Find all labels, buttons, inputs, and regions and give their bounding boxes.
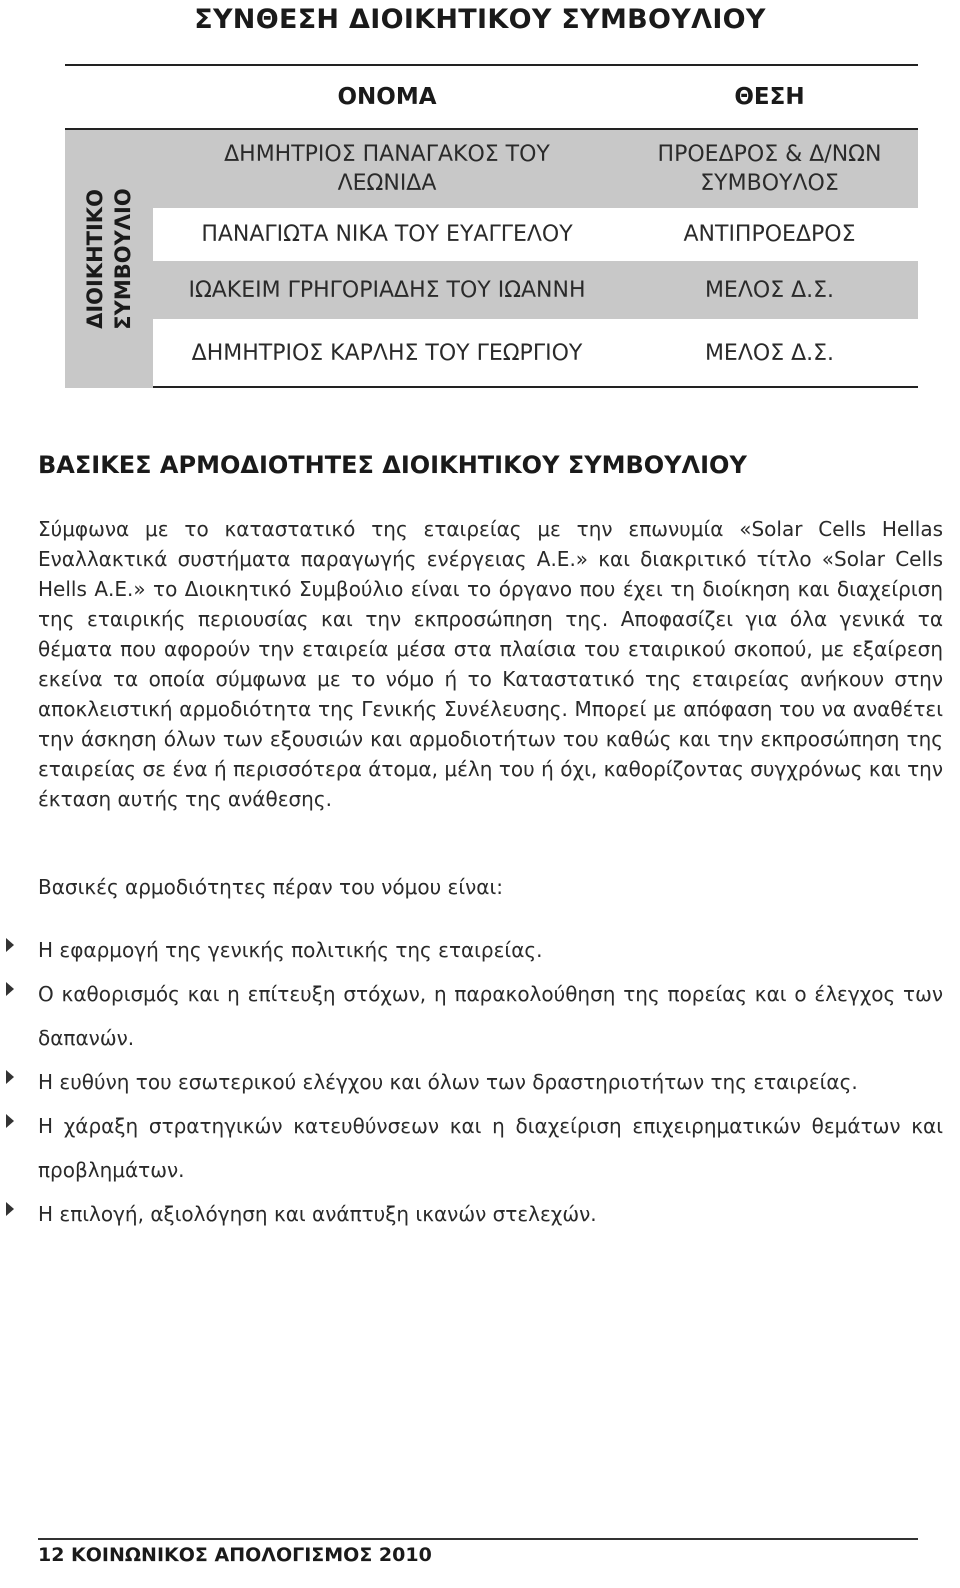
table-row	[153, 319, 918, 388]
triangle-bullet-icon	[6, 938, 14, 952]
list-item-text: Η χάραξη στρατηγικών κατευθύνσεων και η διαχείριση επιχειρηματικών θεμάτων και προβλημάτων.	[38, 1114, 943, 1182]
responsibilities-list	[0, 928, 960, 1236]
side-label	[81, 188, 137, 329]
member-position: ΠΡΟΕΔΡΟΣ & Δ/ΝΩΝ ΣΥΜΒΟΥΛΟΣ	[657, 142, 882, 196]
triangle-bullet-icon	[6, 982, 14, 996]
list-item-text: Ο καθορισμός και η επίτευξη στόχων, η παρακολούθηση της πορείας και ο έλεγχος των δαπανών.	[38, 982, 943, 1050]
member-position: ΑΝΤΙΠΡΟΕΔΡΟΣ	[683, 222, 856, 247]
member-name: ΙΩΑΚΕΙΜ ΓΡΗΓΟΡΙΑΔΗΣ ΤΟΥ ΙΩΑΝΝΗ	[188, 277, 586, 303]
table-row	[153, 130, 918, 208]
table-header	[65, 66, 918, 130]
intro-text: Βασικές αρμοδιότητες πέραν του νόμου είναι:	[38, 875, 503, 899]
triangle-bullet-icon	[6, 1070, 14, 1084]
triangle-bullet-icon	[6, 1114, 14, 1128]
column-header-position: ΘΕΣΗ	[734, 84, 805, 110]
column-header-name: ΟΝΟΜΑ	[337, 84, 437, 110]
list-item	[0, 972, 960, 1060]
table-row	[153, 261, 918, 319]
list-item	[0, 928, 960, 972]
section-heading: ΒΑΣΙΚΕΣ ΑΡΜΟΔΙΟΤΗΤΕΣ ΔΙΟΙΚΗΤΙΚΟΥ ΣΥΜΒΟΥΛΙΟΥ	[38, 451, 747, 479]
member-name: ΔΗΜΗΤΡΙΟΣ ΠΑΝΑΓΑΚΟΣ ΤΟΥ ΛΕΩΝΙΔΑ	[224, 142, 550, 196]
member-name: ΠΑΝΑΓΙΩΤΑ ΝΙΚΑ ΤΟΥ ΕΥΑΓΓΕΛΟΥ	[201, 222, 573, 247]
list-item-text: Η επιλογή, αξιολόγηση και ανάπτυξη ικανών στελεχών.	[38, 1202, 597, 1226]
body-paragraph: Σύμφωνα με το καταστατικό της εταιρείας με την επωνυμία «Solar Cells Hellas Εναλλακτικά συστήματα παραγωγής ενέργειας Α.Ε.» και διακριτικό τίτλο «Solar Cells Hells Α.Ε.» το Διοικητικό Συμβούλιο είναι το όργανο που έχει τη διοίκηση και διαχείριση της εταιρικής περιουσίας και την εκπροσώπηση της. Αποφασίζει για όλα γενικά τα θέματα που αφορούν την εταιρεία μέσα στα πλαίσια του εταιρικού σκοπού, με εξαίρεση εκείνα τα οποία σύμφωνα με το νόμο ή το Καταστατικό της εταιρείας ανήκουν στην αποκλειστική αρμοδιότητα της Γενικής Συνέλευσης. Μπορεί με απόφαση του να αναθέτει την άσκηση όλων των εξουσιών και αρμοδιοτήτων του καθώς και την εκπροσώπηση της εταιρείας σε ένα ή περισσότερα άτομα, μέλη του ή όχι, καθορίζοντας συγχρόνως και την έκταση αυτής της ανάθεσης.	[38, 517, 943, 811]
page-title: ΣΥΝΘΕΣΗ ΔΙΟΙΚΗΤΙΚΟΥ ΣΥΜΒΟΥΛΙΟΥ	[194, 4, 766, 35]
board-composition-table	[65, 64, 918, 388]
side-label-line-1: ΔΙΟΙΚΗΤΙΚΟ	[83, 189, 107, 329]
list-item-text: Η ευθύνη του εσωτερικού ελέγχου και όλων των δραστηριοτήτων της εταιρείας.	[38, 1070, 858, 1094]
side-label-line-2: ΣΥΜΒΟΥΛΙΟ	[111, 188, 135, 330]
list-item	[0, 1060, 960, 1104]
footer-divider	[38, 1538, 918, 1540]
member-name: ΔΗΜΗΤΡΙΟΣ ΚΑΡΛΗΣ ΤΟΥ ΓΕΩΡΓΙΟΥ	[191, 341, 583, 366]
page-footer: 12 ΚΟΙΝΩΝΙΚΟΣ ΑΠΟΛΟΓΙΣΜΟΣ 2010	[38, 1544, 432, 1566]
member-position: ΜΕΛΟΣ Δ.Σ.	[704, 341, 835, 366]
member-position: ΜΕΛΟΣ Δ.Σ.	[704, 277, 835, 303]
list-item	[0, 1104, 960, 1192]
table-row	[153, 208, 918, 261]
triangle-bullet-icon	[6, 1202, 14, 1216]
list-item-text: Η εφαρμογή της γενικής πολιτικής της εταιρείας.	[38, 938, 543, 962]
list-item	[0, 1192, 960, 1236]
